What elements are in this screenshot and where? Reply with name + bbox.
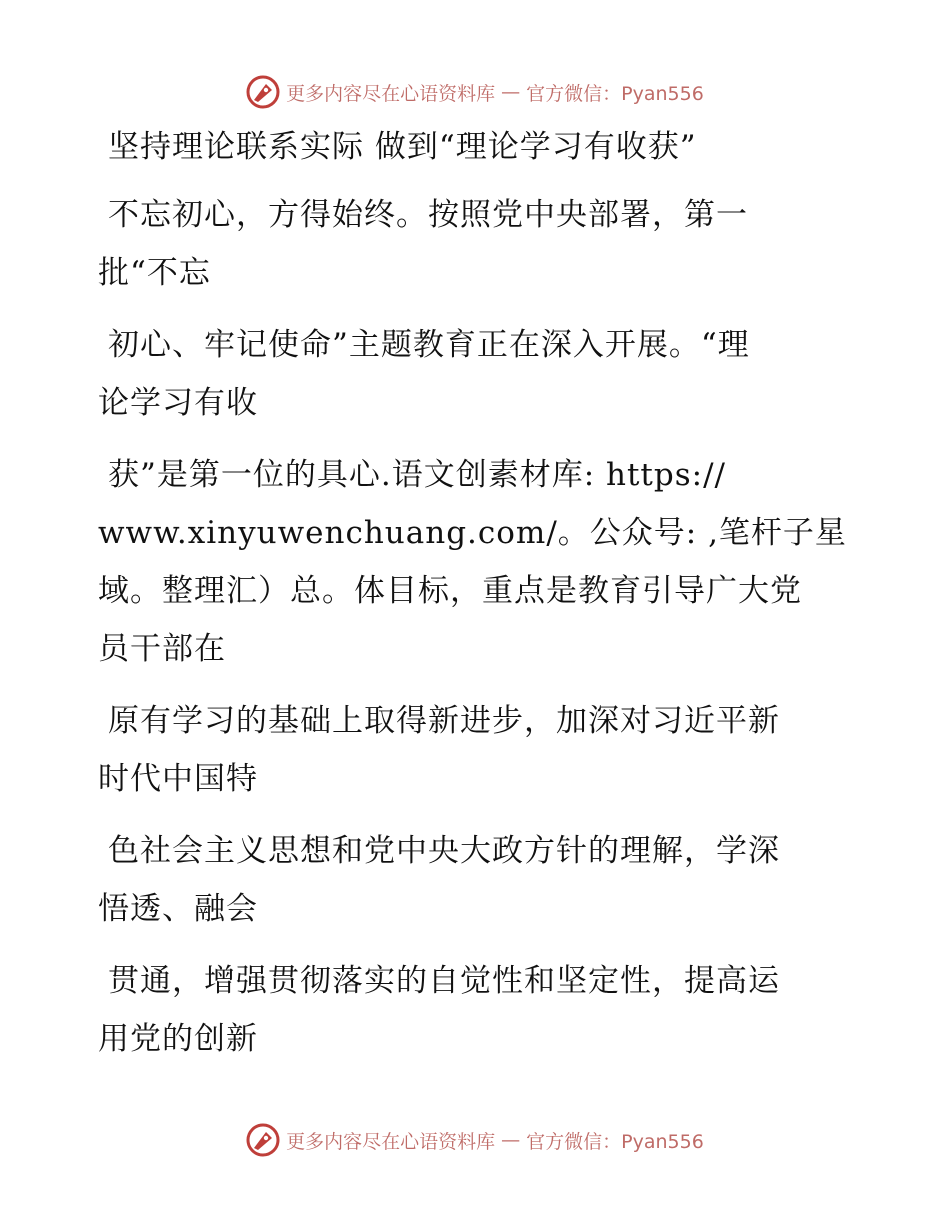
paragraph-line: 论学习有收 [98,385,258,421]
paragraph-line: 员干部在 [98,631,226,667]
pen-nib-logo-icon [246,75,280,109]
header-banner-text: 更多内容尽在心语资料库 [286,82,496,105]
footer-banner [0,1120,950,1160]
document-body [98,118,858,1068]
header-banner [0,72,950,112]
document-title-text: 坚持理论联系实际 做到“理论学习有收获” [108,129,697,165]
paragraph-line: www.xinyuwenchuang.com/。公众号: ,笔杆子星 [98,515,847,551]
paragraph-line: 悟透、融会 [98,891,258,927]
paragraph-line: 域。整理汇）总。体目标，重点是教育引导广大党 [98,573,802,609]
paragraph-line: 时代中国特 [98,761,258,797]
paragraph-line: 批“不忘 [98,255,211,291]
paragraph-2 [98,316,858,432]
paragraph-line: 色社会主义思想和党中央大政方针的理解，学深 [108,833,780,869]
paragraph-1 [98,186,858,302]
footer-banner-text: 更多内容尽在心语资料库 [286,1130,496,1153]
paragraph-5 [98,822,858,938]
footer-banner-dash: — [501,1129,521,1151]
paragraph-line: 用党的创新 [98,1021,258,1057]
paragraph-3 [98,446,858,678]
paragraph-line: 原有学习的基础上取得新进步，加深对习近平新 [108,703,780,739]
header-banner-dash: — [501,81,521,103]
paragraph-6 [98,952,858,1068]
footer-banner-wechat: 官方微信：Pyan556 [526,1130,704,1153]
paragraph-line: 不忘初心，方得始终。按照党中央部署，第一 [108,197,748,233]
pen-nib-logo-icon [246,1123,280,1157]
header-banner-wechat: 官方微信：Pyan556 [526,82,704,105]
paragraph-4 [98,692,858,808]
paragraph-line: 获”是第一位的具心.语文创素材库: https:// [108,457,726,493]
document-title [98,118,858,176]
paragraph-line: 初心、牢记使命”主题教育正在深入开展。“理 [108,327,750,363]
paragraph-line: 贯通，增强贯彻落实的自觉性和坚定性，提高运 [108,963,780,999]
